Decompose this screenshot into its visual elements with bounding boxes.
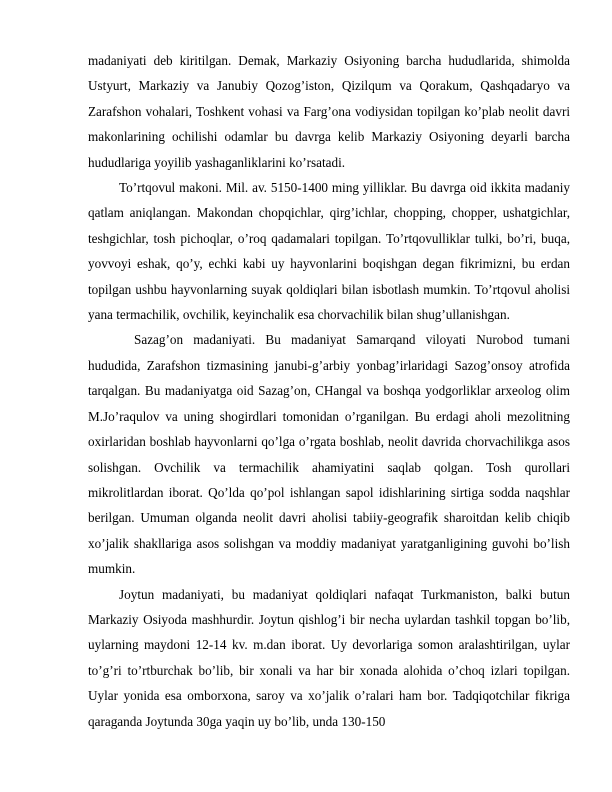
paragraph-joytun-culture: Joytun madaniyati, bu madaniyat qoldiqlari nafaqat Turkmaniston, balki butun Markaziy Osiyoda mashhurdir. Joytun qishlog’i bir necha uylardan tashkil topgan bo’lib, uylarning maydoni 12-14 kv. m.dan iborat. Uy devorlariga somon aralashtirilgan, uylar to’g’ri to’rtburchak bo’lib, bir xonali va har bir xonada alohida o’choq izlari topilgan. Uylar yonida esa omborxona, saroy va xo’jalik o’ralari ham bor. Tadqiqotchilar fikriga qaraganda Joytunda 30ga yaqin uy bo’lib, unda 130-150 bbox=[88, 586, 570, 729]
paragraph-tortqovul-site: To’rtqovul makoni. Mil. av. 5150-1400 ming yilliklar. Bu davrga oid ikkita madaniy qatlam aniqlangan. Makondan chopqichlar, qirg’ichlar, chopping, chopper, ushatgichlar, teshgichlar, tosh pichoqlar, o’roq qadamalari topilgan. To’rtqovulliklar tulki, bo’ri, buqa, yovvoyi eshak, qo’y, echki kabi uy hayvonlarini boqishgan degan fikrimizni, bu erdan topilgan ushbu hayvonlarning suyak qoldiqlari bilan isbotlash mumkin. To’rtqovul aholisi yana termachilik, ovchilik, keyinchalik esa chorvachilik bilan shug’ullanishgan. bbox=[88, 180, 570, 323]
document-page bbox=[88, 48, 570, 734]
paragraph-sazagon-culture: Sazag’on madaniyati. Bu madaniyat Samarqand viloyati Nurobod tumani hududida, Zarafshon tizmasining janubi-g’arbiy yonbag’irlaridagi Sazog’onsoy atrofida tarqalgan. Bu madaniyatga oid Sazag’on, CHangal va boshqa yodgorliklar arxeolog olim M.Jo’raqulov va uning shogirdlari tomonidan o’rganilgan. Bu erdagi aholi mezolitning oxirlaridan boshlab hayvonlarni qo’lga o’rgata boshlab, neolit davrida chorvachilikga asos solishgan. Ovchilik va termachilik ahamiyatini saqlab qolgan. Tosh qurollari mikrolitlardan iborat. Qo’lda qo’pol ishlangan sapol idishlarining sirtiga sodda naqshlar berilgan. Umuman olganda neolit davri aholisi tabiiy-geografik sharoitdan kelib chiqib xo’jalik shakllariga asos solishgan va moddiy madaniyat yaratganligining guvohi bo’lish mumkin. bbox=[88, 332, 570, 577]
paragraph-neolithic-spread: madaniyati deb kiritilgan. Demak, Markaziy Osiyoning barcha hududlarida, shimolda Ustyurt, Markaziy va Janubiy Qozog’iston, Qizilqum va Qorakum, Qashqadaryo va Zarafshon vohalari, Toshkent vohasi va Farg’ona vodiysidan topilgan ko’plab neolit davri makonlarining ochilishi odamlar bu davrga kelib Markaziy Osiyoning deyarli barcha hududlariga yoyilib yashaganliklarini ko’rsatadi. bbox=[88, 53, 570, 170]
